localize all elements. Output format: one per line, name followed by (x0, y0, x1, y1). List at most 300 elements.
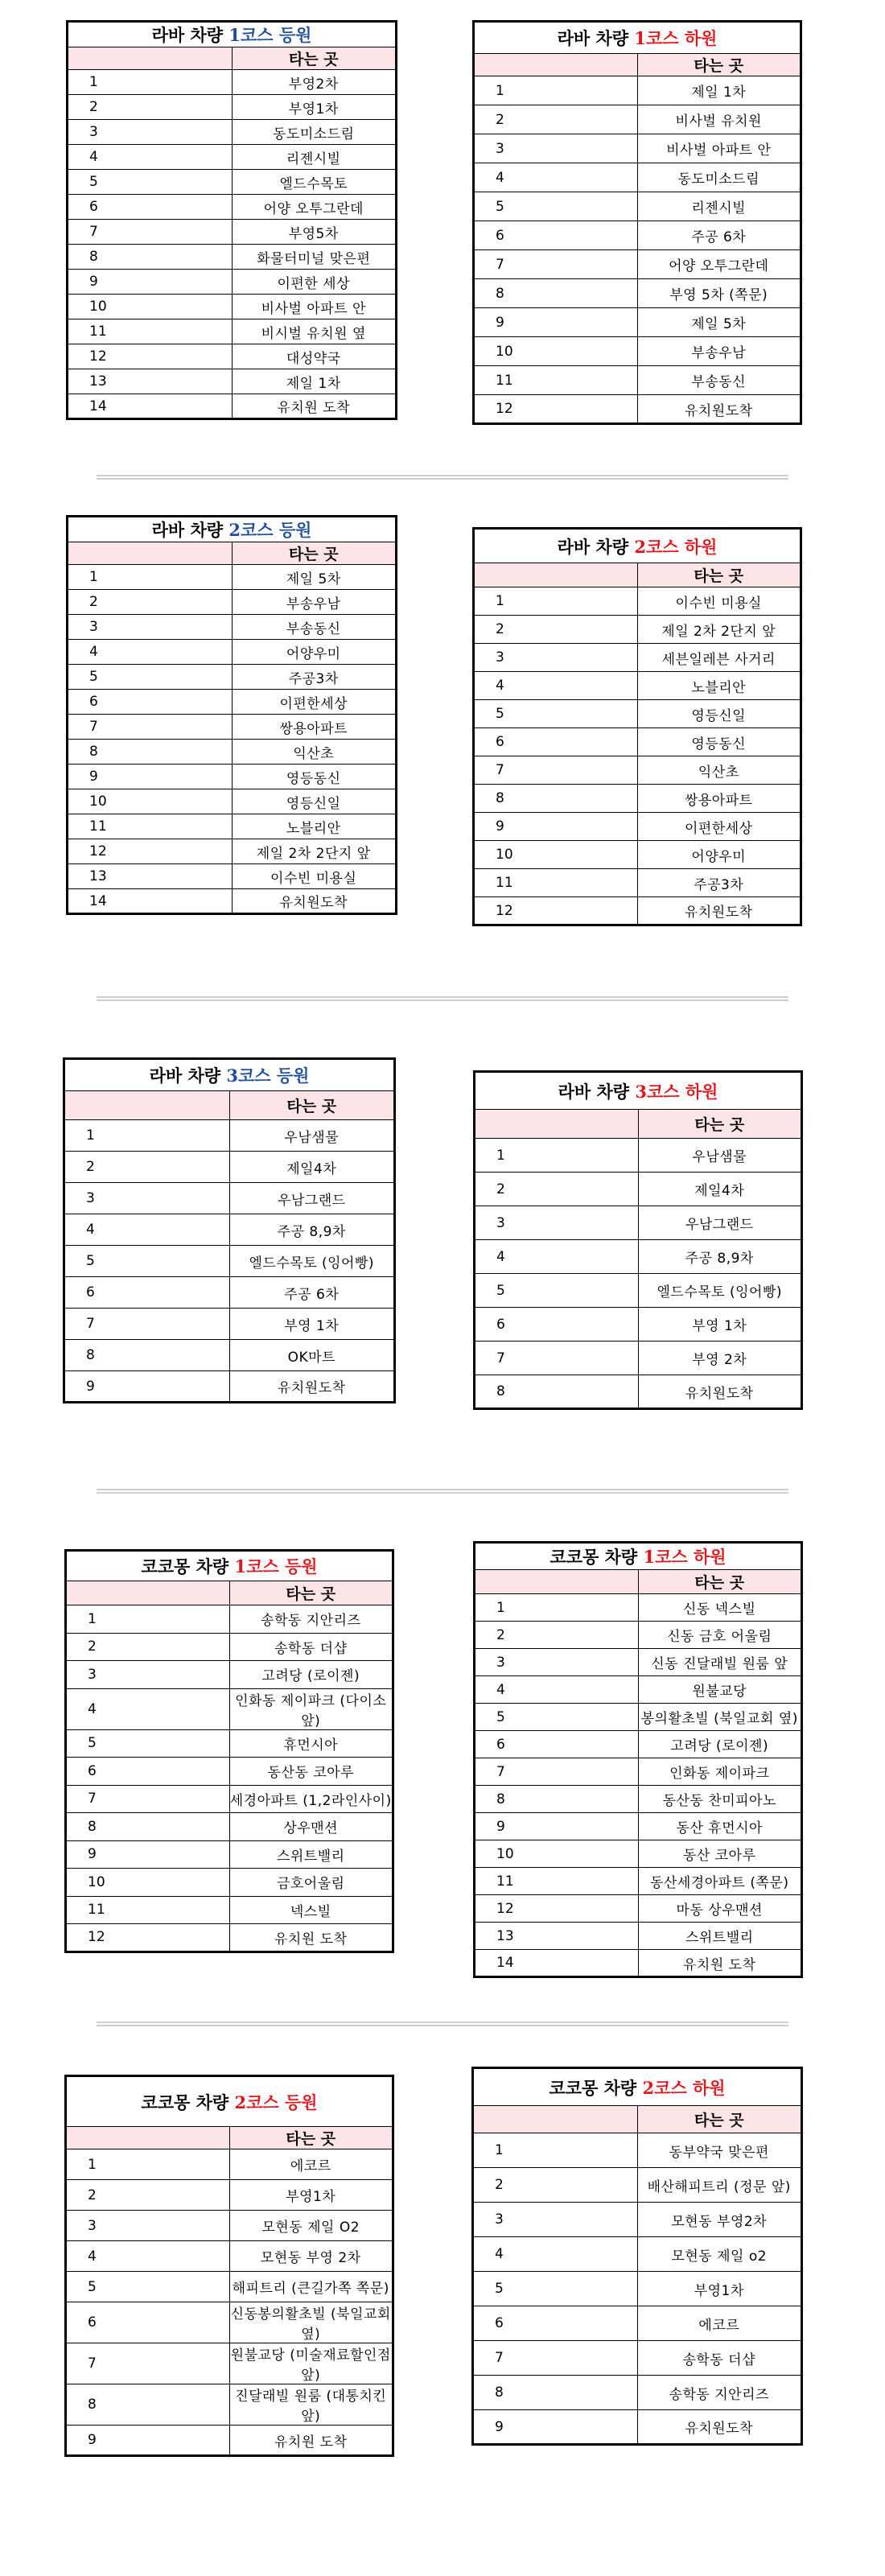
table-row (473, 2341, 802, 2376)
stop-name: 제일 5차 (637, 308, 801, 337)
row-number: 5 (68, 665, 233, 690)
stop-name: 스위트밸리 (638, 1923, 802, 1950)
route-table-lava-course1-arrival (66, 20, 397, 420)
row-number: 13 (68, 369, 233, 394)
table-row (474, 134, 801, 163)
stop-name: 인화동 제이파크 (다이소앞) (229, 1688, 393, 1729)
table-title (66, 1551, 393, 1581)
stop-name: 세경아파트 (1,2라인사이) (229, 1785, 393, 1813)
stop-name: 송학동 더샵 (637, 2341, 802, 2376)
course-name: 3코스 하원 (635, 1081, 718, 1102)
row-number: 2 (473, 2168, 638, 2203)
stop-name: 제일 5차 (232, 565, 397, 590)
row-number: 6 (66, 1758, 230, 1786)
row-number: 5 (475, 1704, 639, 1731)
table-row (474, 869, 801, 897)
row-number: 8 (64, 1340, 230, 1371)
table-row (475, 1622, 802, 1649)
table-row (66, 1869, 393, 1897)
stop-name: 동산 코아루 (638, 1840, 802, 1868)
stop-name: 마동 상우맨션 (638, 1895, 802, 1923)
stop-name: 부송동신 (637, 366, 801, 395)
row-number: 2 (66, 2180, 230, 2211)
table-row (68, 615, 397, 640)
row-number: 2 (64, 1152, 230, 1183)
header-number-cell (474, 54, 638, 76)
table-row (68, 70, 397, 95)
table-row (68, 170, 397, 195)
table-row (475, 1813, 802, 1840)
row-number: 8 (475, 1375, 639, 1409)
table-row (475, 1923, 802, 1950)
table-row (66, 2302, 393, 2343)
table-row (68, 245, 397, 270)
stop-name: 제일4차 (638, 1173, 802, 1206)
vehicle-name: 라바 차량 (149, 1065, 221, 1086)
table-row (473, 2272, 802, 2306)
row-number: 5 (66, 1729, 230, 1758)
stop-name: 부영1차 (229, 2180, 393, 2211)
table-row (474, 728, 801, 756)
stop-name: 우남샘물 (638, 1139, 802, 1173)
row-number: 11 (66, 1896, 230, 1924)
row-number: 1 (64, 1120, 230, 1152)
stop-name: 어양우미 (232, 640, 397, 665)
row-number: 9 (66, 1840, 230, 1869)
table-row (474, 587, 801, 616)
stop-name: 쌍용아파트 (637, 785, 801, 813)
row-number: 3 (68, 615, 233, 640)
stop-name: 이편한세상 (637, 813, 801, 841)
table-row (66, 1633, 393, 1661)
table-row (64, 1214, 395, 1246)
table-row (475, 1173, 802, 1206)
stop-name: 모현동 제일 o2 (637, 2237, 802, 2272)
stop-name: 모현동 부영2차 (637, 2203, 802, 2237)
row-number: 6 (68, 690, 233, 715)
table-row (66, 1840, 393, 1869)
table-title (475, 1072, 802, 1110)
row-number: 3 (473, 2203, 638, 2237)
header-number-cell (475, 1570, 639, 1594)
row-number: 2 (475, 1622, 639, 1649)
table-row (68, 369, 397, 394)
header-number-cell (475, 1110, 639, 1139)
table-row (68, 195, 397, 220)
row-number: 7 (475, 1342, 639, 1375)
stop-name: 봉의활초빌 (북일교회 옆) (638, 1704, 802, 1731)
table-row (64, 1246, 395, 1277)
row-number: 12 (474, 897, 638, 925)
header-number-cell (473, 2106, 638, 2133)
route-table-lava-course3-departure (473, 1070, 803, 1410)
table-row (66, 1688, 393, 1729)
row-number: 11 (475, 1868, 639, 1895)
row-number: 8 (68, 740, 233, 765)
stop-name: 세븐일레븐 사거리 (637, 644, 801, 672)
table-row (68, 270, 397, 295)
row-number: 10 (68, 789, 233, 814)
stop-name: 동도미소드림 (232, 120, 397, 145)
row-number: 3 (66, 2211, 230, 2241)
row-number: 1 (68, 565, 233, 590)
table-row (66, 2180, 393, 2211)
stop-name: 휴먼시아 (229, 1729, 393, 1758)
row-number: 5 (68, 170, 233, 195)
column-header: 타는 곳 (637, 2106, 802, 2133)
stop-name: 원불교당 (미술재료할인점 앞) (229, 2343, 393, 2384)
row-number: 9 (68, 270, 233, 295)
row-number: 1 (66, 2149, 230, 2180)
row-number: 14 (68, 394, 233, 419)
stop-name: 신동 넥스빌 (638, 1594, 802, 1622)
row-number: 11 (68, 319, 233, 344)
stop-name: 엘드수목토 (잉어빵) (229, 1246, 395, 1277)
table-row (68, 789, 397, 814)
table-row (68, 864, 397, 889)
course-name: 2코스 등원 (234, 2092, 318, 2112)
column-header: 타는 곳 (232, 542, 397, 565)
table-row (474, 785, 801, 813)
stop-name: 어양우미 (637, 841, 801, 869)
table-row (474, 841, 801, 869)
stop-name: 부송동신 (232, 615, 397, 640)
table-row (64, 1371, 395, 1403)
row-number: 11 (68, 814, 233, 839)
table-title (475, 1543, 802, 1570)
stop-name: 이편한 세상 (232, 270, 397, 295)
row-number: 6 (474, 221, 638, 250)
stop-name: 비사벌 아파트 안 (637, 134, 801, 163)
stop-name: 엘드수목토 (잉어빵) (638, 1274, 802, 1308)
table-row (474, 897, 801, 925)
table-row (66, 1605, 393, 1634)
stop-name: 모현동 제일 O2 (229, 2211, 393, 2241)
table-row (475, 1895, 802, 1923)
stop-name: 에코르 (229, 2149, 393, 2180)
course-name: 1코스 등원 (228, 25, 312, 45)
row-number: 9 (474, 813, 638, 841)
header-number-cell (68, 542, 233, 565)
stop-name: 익산초 (232, 740, 397, 765)
row-number: 8 (66, 1813, 230, 1841)
stop-name: 동산 휴먼시아 (638, 1813, 802, 1840)
row-number: 2 (474, 105, 638, 134)
stop-name: 부영 1차 (638, 1308, 802, 1342)
table-title (473, 2068, 802, 2106)
row-number: 7 (66, 1785, 230, 1813)
stop-name: 유치원 도착 (229, 2426, 393, 2456)
vehicle-name: 코코몽 차량 (141, 1556, 229, 1577)
table-row (474, 395, 801, 424)
table-row (475, 1240, 802, 1274)
table-row (474, 105, 801, 134)
row-number: 2 (475, 1173, 639, 1206)
table-row (66, 1924, 393, 1952)
stop-name: 이수빈 미용실 (637, 587, 801, 616)
course-name: 2코스 등원 (228, 520, 312, 540)
stop-name: 영등동신 (637, 728, 801, 756)
row-number: 6 (474, 728, 638, 756)
stop-name: 쌍용아파트 (232, 715, 397, 740)
row-number: 4 (473, 2237, 638, 2272)
vehicle-name: 코코몽 차량 (141, 2092, 229, 2112)
column-header: 타는 곳 (229, 1581, 393, 1605)
stop-name: 진달래빌 원룸 (대통치킨 앞) (229, 2384, 393, 2426)
stop-name: 제일 1차 (232, 369, 397, 394)
table-title (68, 517, 397, 542)
section-divider (97, 996, 788, 1001)
table-row (474, 756, 801, 785)
row-number: 5 (473, 2272, 638, 2306)
table-row (475, 1649, 802, 1676)
vehicle-name: 라바 차량 (557, 28, 629, 48)
table-row (474, 163, 801, 192)
row-number: 4 (475, 1676, 639, 1704)
section-divider (97, 475, 788, 480)
row-number: 3 (475, 1206, 639, 1240)
stop-name: 부영2차 (232, 70, 397, 95)
stop-name: 우남그랜드 (229, 1183, 395, 1214)
row-number: 8 (474, 279, 638, 308)
header-number-cell (64, 1091, 230, 1120)
row-number: 7 (474, 250, 638, 279)
row-number: 2 (66, 1633, 230, 1661)
row-number: 6 (473, 2306, 638, 2341)
vehicle-name: 라바 차량 (558, 1081, 630, 1102)
table-row (475, 1594, 802, 1622)
column-header: 타는 곳 (637, 563, 801, 587)
stop-name: 송학동 지안리즈 (229, 1605, 393, 1634)
stop-name: 제일4차 (229, 1152, 395, 1183)
stop-name: 부영5차 (232, 220, 397, 245)
table-row (66, 1758, 393, 1786)
section-divider (97, 1489, 788, 1494)
table-row (473, 2410, 802, 2445)
row-number: 8 (474, 785, 638, 813)
stop-name: 영등신일 (637, 700, 801, 728)
row-number: 10 (475, 1840, 639, 1868)
stop-name: 엘드수목토 (232, 170, 397, 195)
table-row (475, 1342, 802, 1375)
course-name: 2코스 하원 (642, 2077, 726, 2098)
table-row (66, 2426, 393, 2456)
row-number: 7 (66, 2343, 230, 2384)
stop-name: 주공 8,9차 (229, 1214, 395, 1246)
stop-name: 유치원도착 (229, 1371, 395, 1403)
row-number: 1 (66, 1605, 230, 1634)
table-row (475, 1758, 802, 1786)
stop-name: 주공 6차 (229, 1277, 395, 1309)
table-row (473, 2306, 802, 2341)
stop-name: 송학동 더샵 (229, 1633, 393, 1661)
table-row (68, 715, 397, 740)
stop-name: 비사벌 아파트 안 (232, 295, 397, 319)
stop-name: 이수빈 미용실 (232, 864, 397, 889)
stop-name: 주공3차 (232, 665, 397, 690)
stop-name: 모현동 부영 2차 (229, 2241, 393, 2272)
table-row (68, 145, 397, 170)
stop-name: 송학동 지안리즈 (637, 2376, 802, 2410)
stop-name: 유치원도착 (638, 1375, 802, 1409)
table-row (474, 700, 801, 728)
stop-name: 인화동 제이파크 (638, 1758, 802, 1786)
table-row (68, 344, 397, 369)
stop-name: 주공 6차 (637, 221, 801, 250)
row-number: 1 (475, 1139, 639, 1173)
row-number: 8 (68, 245, 233, 270)
table-row (64, 1309, 395, 1340)
route-table-cocomong-course1-departure (473, 1541, 803, 1978)
stop-name: 영등동신 (232, 765, 397, 789)
route-table-lava-course2-departure (472, 527, 802, 926)
row-number: 11 (474, 869, 638, 897)
table-row (68, 95, 397, 120)
table-row (68, 590, 397, 615)
stop-name: 리젠시빌 (232, 145, 397, 170)
header-number-cell (68, 47, 233, 70)
stop-name: 어양 오투그란데 (637, 250, 801, 279)
table-row (68, 839, 397, 864)
stop-name: 금호어울림 (229, 1869, 393, 1897)
stop-name: 제일 2차 2단지 앞 (637, 616, 801, 644)
vehicle-name: 라바 차량 (151, 25, 224, 45)
stop-name: 제일 2차 2단지 앞 (232, 839, 397, 864)
row-number: 5 (66, 2272, 230, 2302)
route-table-lava-course2-arrival (66, 515, 397, 915)
row-number: 4 (474, 672, 638, 700)
stop-name: 화물터미널 맞은편 (232, 245, 397, 270)
table-row (68, 740, 397, 765)
table-row (475, 1868, 802, 1895)
table-row (474, 250, 801, 279)
stop-name: 스위트밸리 (229, 1840, 393, 1869)
route-table-lava-course3-arrival (63, 1057, 396, 1403)
row-number: 4 (474, 163, 638, 192)
row-number: 4 (68, 145, 233, 170)
course-name: 1코스 하원 (634, 28, 718, 48)
table-row (66, 2211, 393, 2241)
row-number: 4 (66, 1688, 230, 1729)
row-number: 8 (475, 1786, 639, 1813)
stop-name: 유치원도착 (637, 2410, 802, 2445)
row-number: 5 (474, 192, 638, 221)
row-number: 3 (68, 120, 233, 145)
column-header: 타는 곳 (637, 54, 801, 76)
table-row (64, 1152, 395, 1183)
stop-name: 신동봉의활초빌 (북일교회 옆) (229, 2302, 393, 2343)
table-row (68, 765, 397, 789)
table-row (68, 640, 397, 665)
table-row (68, 889, 397, 914)
table-row (68, 565, 397, 590)
stop-name: 동도미소드림 (637, 163, 801, 192)
route-table-cocomong-course2-arrival (64, 2075, 394, 2457)
table-row (473, 2203, 802, 2237)
header-number-cell (474, 563, 638, 587)
row-number: 9 (473, 2410, 638, 2445)
table-title (64, 1059, 395, 1091)
stop-name: 유치원 도착 (229, 1924, 393, 1952)
stop-name: 신동 금호 어울림 (638, 1622, 802, 1649)
table-row (66, 1661, 393, 1689)
stop-name: 부영 5차 (쪽문) (637, 279, 801, 308)
table-row (475, 1676, 802, 1704)
stop-name: 배산해피트리 (정문 앞) (637, 2168, 802, 2203)
row-number: 13 (475, 1923, 639, 1950)
stop-name: 부영 2차 (638, 1342, 802, 1375)
stop-name: 고려당 (로이젠) (638, 1731, 802, 1758)
table-row (475, 1274, 802, 1308)
stop-name: 주공 8,9차 (638, 1240, 802, 1274)
table-row (475, 1139, 802, 1173)
row-number: 6 (68, 195, 233, 220)
table-row (474, 308, 801, 337)
table-row (473, 2168, 802, 2203)
stop-name: 해피트리 (큰길가쪽 쪽문) (229, 2272, 393, 2302)
table-row (64, 1277, 395, 1309)
column-header: 타는 곳 (232, 47, 397, 70)
vehicle-name: 코코몽 차량 (550, 1547, 638, 1567)
stop-name: 익산초 (637, 756, 801, 785)
table-row (66, 1785, 393, 1813)
table-row (66, 2272, 393, 2302)
table-row (474, 644, 801, 672)
table-title (66, 2076, 393, 2127)
route-table-cocomong-course1-arrival (64, 1549, 394, 1953)
table-row (473, 2237, 802, 2272)
row-number: 12 (68, 839, 233, 864)
vehicle-name: 코코몽 차량 (549, 2077, 637, 2098)
stop-name: 고려당 (로이젠) (229, 1661, 393, 1689)
row-number: 6 (66, 2302, 230, 2343)
table-row (64, 1340, 395, 1371)
row-number: 7 (68, 715, 233, 740)
row-number: 3 (64, 1183, 230, 1214)
column-header: 타는 곳 (229, 2127, 393, 2149)
row-number: 3 (475, 1649, 639, 1676)
column-header: 타는 곳 (638, 1570, 802, 1594)
stop-name: 어양 오투그란데 (232, 195, 397, 220)
table-row (68, 120, 397, 145)
table-row (475, 1206, 802, 1240)
table-row (474, 366, 801, 395)
table-row (68, 394, 397, 419)
table-row (474, 192, 801, 221)
course-name: 2코스 하원 (634, 536, 718, 557)
stop-name: 동산동 코아루 (229, 1758, 393, 1786)
table-row (475, 1786, 802, 1813)
stop-name: 노블리안 (232, 814, 397, 839)
row-number: 9 (66, 2426, 230, 2456)
stop-name: 유치원도착 (637, 897, 801, 925)
stop-name: 동부약국 맞은편 (637, 2133, 802, 2168)
stop-name: 이편한세상 (232, 690, 397, 715)
row-number: 12 (474, 395, 638, 424)
row-number: 3 (474, 644, 638, 672)
table-row (475, 1731, 802, 1758)
stop-name: 유치원 도착 (232, 394, 397, 419)
header-number-cell (66, 2127, 230, 2149)
column-header: 타는 곳 (638, 1110, 802, 1139)
table-title (68, 22, 397, 47)
table-row (66, 2343, 393, 2384)
row-number: 10 (474, 841, 638, 869)
table-row (68, 319, 397, 344)
row-number: 5 (474, 700, 638, 728)
stop-name: 유치원 도착 (638, 1950, 802, 1977)
row-number: 12 (475, 1895, 639, 1923)
